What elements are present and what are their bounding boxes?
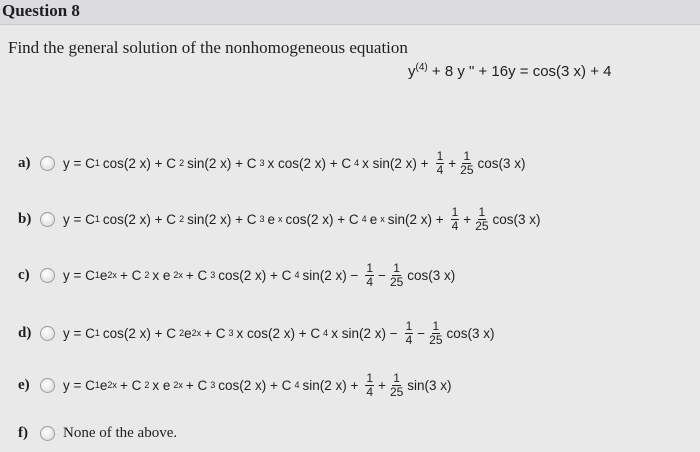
fraction: $\frac{1}{25}$ [389,370,404,399]
option-letter: b) [18,210,32,227]
option-f-text: None of the above. [63,424,178,441]
option-b[interactable] [18,204,541,234]
differential-equation: $y^{(4)} + 8$ y " + 16y = cos(3 x) + 4 [408,62,612,80]
option-b-formula: y = C 1 cos(2 x) + C 2 sin(2 x) + C 3 e x cos(2 x) + C 4 e x sin(2 x) + $\frac{1}{4}$ + $\frac{1}{25}$ cos(3 x) [63,204,541,233]
fraction: $\frac{1}{4}$ [405,318,413,347]
option-a-formula: y = C 1 cos(2 x) + C 2 sin(2 x) + C 3 x cos(2 x) + C 4 x sin(2 x) + $\frac{1}{4}$ + $\frac{1}{25}$ cos(3 x) [63,148,526,177]
option-letter: a) [18,154,31,171]
option-e-formula: y = C 1 e 2x + C 2 x e 2x + C 3 cos(2 x) + C 4 sin(2 x) + $\frac{1}{4}$ + $\frac{1}{25}$ sin(3 x) [63,370,452,399]
fraction: $\frac{1}{4}$ [366,370,374,399]
fraction: $\frac{1}{4}$ [436,148,444,177]
option-f-radio[interactable] [40,426,55,441]
option-letter: e) [18,376,30,393]
fraction: $\frac{1}{4}$ [366,260,374,289]
option-c-radio[interactable] [40,268,55,283]
option-c-formula: y = C 1 e 2x + C 2 x e 2x + C 3 cos(2 x) + C 4 sin(2 x) − $\frac{1}{4}$ − $\frac{1}{25}$ cos(3 x) [63,260,456,289]
fraction: $\frac{1}{4}$ [451,204,459,233]
option-letter: c) [18,266,30,283]
fraction: $\frac{1}{25}$ [460,148,474,177]
option-f[interactable] [18,418,177,448]
option-b-radio[interactable] [40,212,55,227]
option-letter: f) [18,424,28,441]
fraction: $\frac{1}{25}$ [389,260,404,289]
option-e[interactable] [18,370,452,400]
question-title: Question 8 [2,1,80,20]
option-letter: d) [18,324,32,341]
option-d[interactable] [18,318,495,348]
option-e-radio[interactable] [40,378,55,393]
option-c[interactable] [18,260,455,290]
question-header [0,0,700,25]
option-d-radio[interactable] [40,326,55,341]
option-a[interactable] [18,148,526,178]
fraction: $\frac{1}{25}$ [475,204,489,233]
option-d-formula: y = C 1 cos(2 x) + C 2 e 2x + C 3 x cos(2 x) + C 4 x sin(2 x) − $\frac{1}{4}$ − $\frac{1}{25}$ cos(3 x) [63,318,495,347]
fraction: $\frac{1}{25}$ [429,318,443,347]
question-text: Find the general solution of the nonhomogeneous equation [8,38,408,57]
option-a-radio[interactable] [40,156,55,171]
